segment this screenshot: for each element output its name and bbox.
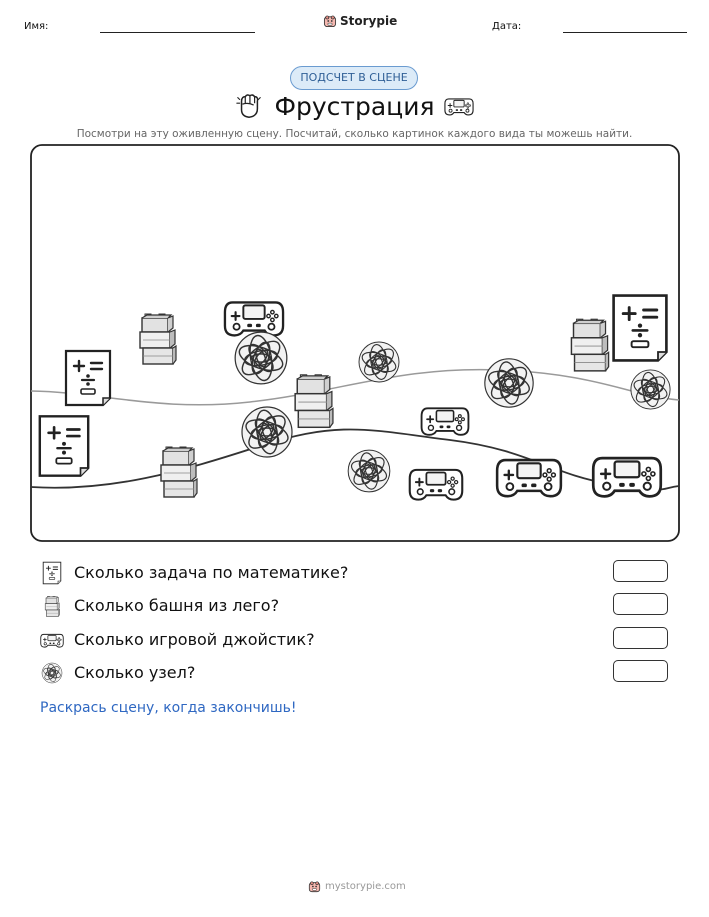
scene-game-controller: [497, 460, 561, 496]
question-row-knot: [40, 660, 670, 688]
question-row-math: [40, 560, 670, 588]
scene-math-problem: [40, 416, 88, 475]
scene-knot: [359, 342, 399, 382]
brand-name: Storypie: [340, 14, 398, 28]
storypie-logo-icon: [308, 880, 321, 893]
knot-icon: [40, 661, 64, 685]
scene-game-controller: [422, 408, 469, 435]
coloring-note: Раскрась сцену, когда закончишь!: [40, 700, 297, 716]
footer-site[interactable]: mystorypie.com: [325, 881, 406, 892]
question-text: Сколько узел?: [74, 663, 196, 682]
scene-math-problem: [66, 351, 110, 405]
date-label: Дата:: [492, 21, 522, 32]
page-title: Фрустрация: [274, 92, 435, 121]
math-problem-icon: [40, 561, 64, 585]
question-text: Сколько игровой джойстик?: [74, 630, 315, 649]
scene-knot: [235, 332, 287, 384]
name-label: Имя:: [24, 21, 49, 32]
answer-box-knot[interactable]: [613, 660, 668, 682]
scene-math-problem: [614, 296, 667, 361]
scene-lego-tower: [295, 375, 333, 428]
answer-box-lego[interactable]: [613, 593, 668, 615]
category-tag: ПОДСЧЕТ В СЦЕНЕ: [290, 66, 418, 90]
scene-lego-tower: [571, 319, 608, 371]
instructions: Посмотри на эту оживленную сцену. Посчитай, сколько картинок каждого вида ты можешь найти.: [76, 128, 633, 140]
date-line[interactable]: [563, 32, 687, 33]
scene-knot: [348, 450, 390, 492]
storypie-logo-icon: [323, 14, 337, 28]
scene-game-controller: [593, 458, 661, 496]
brand: [323, 14, 397, 28]
scene-knot: [242, 407, 292, 457]
question-text: Сколько задача по математике?: [74, 563, 349, 582]
question-row-lego: [40, 593, 670, 621]
scene-game-controller: [225, 302, 283, 335]
scene-illustration: [30, 144, 680, 542]
footer: [308, 880, 406, 893]
name-line[interactable]: [100, 32, 255, 33]
scene-game-controller: [410, 470, 463, 500]
scene-lego-tower: [161, 447, 197, 497]
game-controller-icon: [444, 96, 474, 116]
game-controller-icon: [40, 628, 64, 652]
question-row-controller: [40, 627, 670, 655]
question-text: Сколько башня из лего?: [74, 596, 280, 615]
scene-knot: [631, 370, 670, 409]
scene-knot: [485, 359, 533, 407]
answer-box-math[interactable]: [613, 560, 668, 582]
lego-tower-icon: [40, 594, 64, 618]
answer-box-controller[interactable]: [613, 627, 668, 649]
scene-lego-tower: [140, 314, 176, 364]
